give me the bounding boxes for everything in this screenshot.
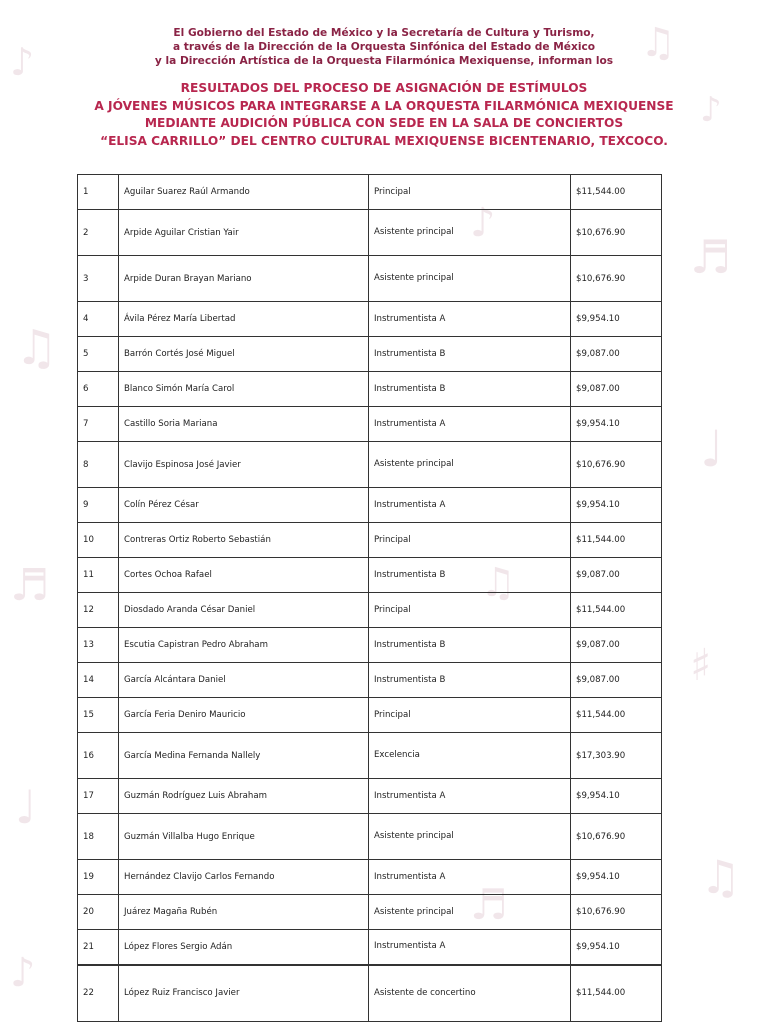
table-row xyxy=(78,593,662,628)
stimulus-amount: $10,676.90 xyxy=(571,442,662,488)
position-role: Principal xyxy=(369,175,571,210)
stimulus-amount: $9,087.00 xyxy=(571,628,662,663)
position-role: Asistente principal xyxy=(369,814,571,860)
stimulus-amount: $9,087.00 xyxy=(571,337,662,372)
position-role: Asistente principal xyxy=(369,210,571,256)
participant-name: Cortes Ochoa Rafael xyxy=(119,558,369,593)
title-line: RESULTADOS DEL PROCESO DE ASIGNACIÓN DE ESTÍMULOS xyxy=(180,81,588,95)
table-row xyxy=(78,814,662,860)
participant-name: Colín Pérez César xyxy=(119,488,369,523)
stimulus-amount: $11,544.00 xyxy=(571,175,662,210)
stimulus-amount: $9,954.10 xyxy=(571,302,662,337)
participant-name: Arpide Duran Brayan Mariano xyxy=(119,256,369,302)
participant-name: Aguilar Suarez Raúl Armando xyxy=(119,175,369,210)
stimulus-amount: $9,087.00 xyxy=(571,663,662,698)
table-row xyxy=(78,337,662,372)
position-role: Instrumentista B xyxy=(369,558,571,593)
row-number: 15 xyxy=(78,698,119,733)
row-number: 21 xyxy=(78,930,119,965)
row-number: 18 xyxy=(78,814,119,860)
stimulus-amount: $9,954.10 xyxy=(571,779,662,814)
position-role: Principal xyxy=(369,593,571,628)
participant-name: Ávila Pérez María Libertad xyxy=(119,302,369,337)
table-row xyxy=(78,372,662,407)
table-row xyxy=(78,558,662,593)
row-number: 11 xyxy=(78,558,119,593)
table-row xyxy=(78,442,662,488)
participant-name: Arpide Aguilar Cristian Yair xyxy=(119,210,369,256)
music-note-icon: ♩ xyxy=(700,420,724,478)
header-line: a través de la Dirección de la Orquesta Sinfónica del Estado de México xyxy=(172,41,596,53)
music-note-icon: ♪ xyxy=(470,200,496,246)
table-row xyxy=(78,488,662,523)
row-number: 5 xyxy=(78,337,119,372)
table-row xyxy=(78,895,662,930)
stimulus-amount: $17,303.90 xyxy=(571,733,662,779)
music-note-icon: ♫ xyxy=(480,560,516,606)
stimulus-amount: $10,676.90 xyxy=(571,895,662,930)
header xyxy=(0,26,768,68)
participant-name: Guzmán Villalba Hugo Enrique xyxy=(119,814,369,860)
music-note-icon: ♪ xyxy=(10,950,36,996)
position-role: Instrumentista B xyxy=(369,628,571,663)
row-number: 12 xyxy=(78,593,119,628)
participant-name: García Alcántara Daniel xyxy=(119,663,369,698)
music-note-icon: ♯ xyxy=(690,640,712,691)
header-line: y la Dirección Artística de la Orquesta Filarmónica Mexiquense, informan los xyxy=(154,55,614,67)
music-note-icon: ♩ xyxy=(15,780,37,834)
participant-name: Escutia Capistran Pedro Abraham xyxy=(119,628,369,663)
position-role: Instrumentista A xyxy=(369,779,571,814)
stimulus-amount: $9,087.00 xyxy=(571,558,662,593)
position-role: Principal xyxy=(369,698,571,733)
title-line: A JÓVENES MÚSICOS PARA INTEGRARSE A LA ORQUESTA FILARMÓNICA MEXIQUENSE xyxy=(94,98,674,113)
stimulus-amount: $9,954.10 xyxy=(571,930,662,965)
position-role: Asistente principal xyxy=(369,895,571,930)
table-row xyxy=(78,930,662,965)
row-number: 22 xyxy=(78,965,119,1022)
music-note-icon: ♬ xyxy=(690,230,732,284)
table-row xyxy=(78,175,662,210)
row-number: 20 xyxy=(78,895,119,930)
position-role: Excelencia xyxy=(369,733,571,779)
stimulus-amount: $10,676.90 xyxy=(571,814,662,860)
table-row xyxy=(78,628,662,663)
row-number: 13 xyxy=(78,628,119,663)
row-number: 2 xyxy=(78,210,119,256)
stimulus-amount: $11,544.00 xyxy=(571,523,662,558)
row-number: 7 xyxy=(78,407,119,442)
stimulus-amount: $9,954.10 xyxy=(571,488,662,523)
table-row xyxy=(78,733,662,779)
row-number: 3 xyxy=(78,256,119,302)
row-number: 17 xyxy=(78,779,119,814)
music-note-icon: ♫ xyxy=(700,850,742,904)
music-note-icon: ♪ xyxy=(10,40,35,84)
header-line: El Gobierno del Estado de México y la Secretaría de Cultura y Turismo, xyxy=(173,27,595,39)
row-number: 16 xyxy=(78,733,119,779)
position-role: Instrumentista A xyxy=(369,407,571,442)
participant-name: Juárez Magaña Rubén xyxy=(119,895,369,930)
participant-name: Blanco Simón María Carol xyxy=(119,372,369,407)
table-row xyxy=(78,302,662,337)
music-note-icon: ♫ xyxy=(640,20,676,66)
title-line: “ELISA CARRILLO” DEL CENTRO CULTURAL MEXIQUENSE BICENTENARIO, TEXCOCO. xyxy=(100,133,668,148)
stimulus-amount: $9,954.10 xyxy=(571,860,662,895)
participant-name: Clavijo Espinosa José Javier xyxy=(119,442,369,488)
participant-name: Diosdado Aranda César Daniel xyxy=(119,593,369,628)
row-number: 6 xyxy=(78,372,119,407)
position-role: Asistente de concertino xyxy=(369,965,571,1022)
music-note-icon: ♪ xyxy=(700,90,722,130)
stimulus-amount: $11,544.00 xyxy=(571,698,662,733)
music-note-icon: ♫ xyxy=(15,320,59,376)
document-title xyxy=(0,80,768,150)
music-note-icon: ♬ xyxy=(10,560,50,611)
position-role: Instrumentista A xyxy=(369,302,571,337)
participant-name: López Flores Sergio Adán xyxy=(119,930,369,965)
music-note-icon: ♬ xyxy=(470,880,508,929)
table-row xyxy=(78,523,662,558)
table-row xyxy=(78,965,662,1022)
position-role: Asistente principal xyxy=(369,442,571,488)
table-row xyxy=(78,860,662,895)
row-number: 4 xyxy=(78,302,119,337)
row-number: 10 xyxy=(78,523,119,558)
position-role: Asistente principal xyxy=(369,256,571,302)
position-role: Instrumentista B xyxy=(369,372,571,407)
stimulus-amount: $9,087.00 xyxy=(571,372,662,407)
position-role: Instrumentista A xyxy=(369,488,571,523)
stimulus-amount: $10,676.90 xyxy=(571,256,662,302)
participant-name: Hernández Clavijo Carlos Fernando xyxy=(119,860,369,895)
position-role: Instrumentista B xyxy=(369,337,571,372)
table-row xyxy=(78,663,662,698)
participant-name: Barrón Cortés José Miguel xyxy=(119,337,369,372)
participant-name: Guzmán Rodríguez Luis Abraham xyxy=(119,779,369,814)
position-role: Instrumentista A xyxy=(369,860,571,895)
stimulus-amount: $11,544.00 xyxy=(571,593,662,628)
row-number: 19 xyxy=(78,860,119,895)
participant-name: García Feria Deniro Mauricio xyxy=(119,698,369,733)
table-row xyxy=(78,256,662,302)
participant-name: Contreras Ortiz Roberto Sebastián xyxy=(119,523,369,558)
row-number: 9 xyxy=(78,488,119,523)
participant-name: García Medina Fernanda Nallely xyxy=(119,733,369,779)
row-number: 14 xyxy=(78,663,119,698)
title-line: MEDIANTE AUDICIÓN PÚBLICA CON SEDE EN LA SALA DE CONCIERTOS xyxy=(144,116,624,130)
position-role: Instrumentista A xyxy=(369,930,571,965)
participant-name: López Ruiz Francisco Javier xyxy=(119,965,369,1022)
participant-name: Castillo Soria Mariana xyxy=(119,407,369,442)
table-row xyxy=(78,779,662,814)
table-row xyxy=(78,407,662,442)
stimulus-amount: $10,676.90 xyxy=(571,210,662,256)
row-number: 8 xyxy=(78,442,119,488)
position-role: Principal xyxy=(369,523,571,558)
table-row xyxy=(78,698,662,733)
stimulus-amount: $11,544.00 xyxy=(571,965,662,1022)
table-row xyxy=(78,210,662,256)
results-table xyxy=(77,174,662,1022)
stimulus-amount: $9,954.10 xyxy=(571,407,662,442)
position-role: Instrumentista B xyxy=(369,663,571,698)
row-number: 1 xyxy=(78,175,119,210)
